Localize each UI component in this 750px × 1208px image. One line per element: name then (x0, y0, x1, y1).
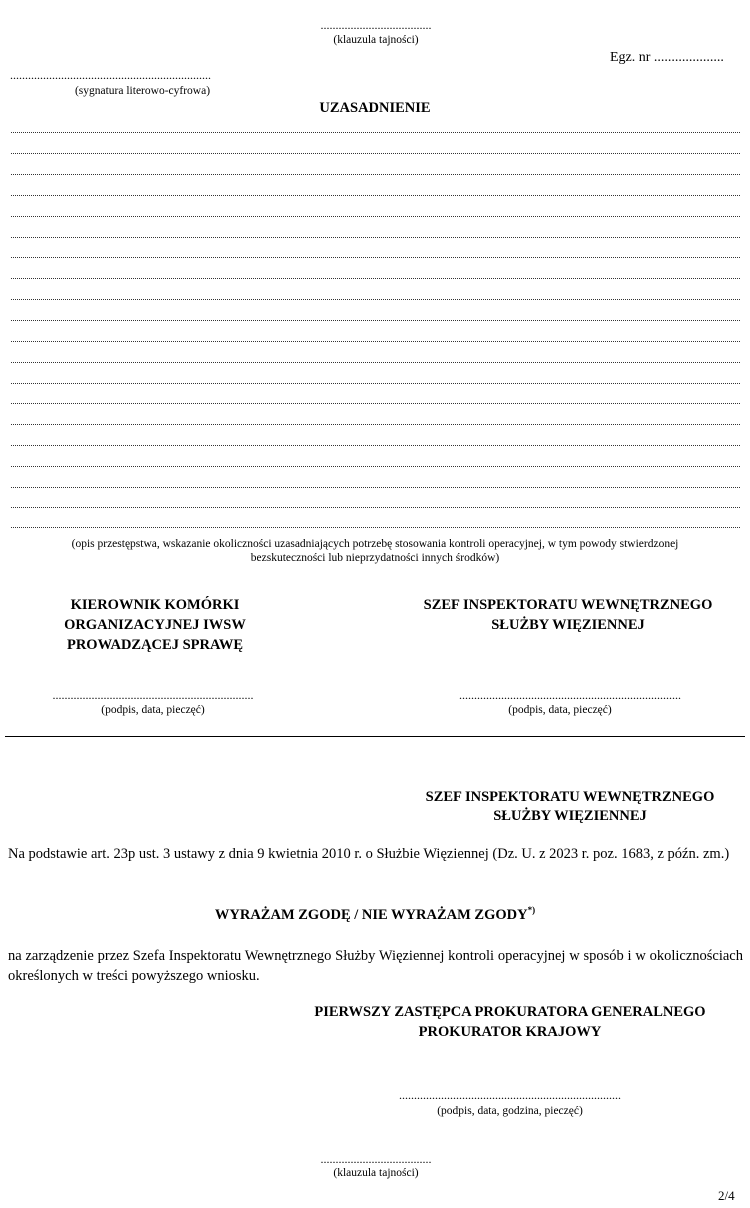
dotted-line (11, 466, 740, 467)
left-signatory-title (20, 595, 290, 655)
prosecutor-signature-label: (podpis, data, godzina, pieczęć) (437, 1105, 583, 1117)
consent-heading-text: WYRAŻAM ZGODĘ / NIE WYRAŻAM ZGODY (214, 906, 528, 923)
dotted-line (11, 237, 740, 238)
dotted-line (11, 278, 740, 279)
addressee (390, 788, 750, 826)
dotted-line (11, 216, 740, 217)
signature-code-label: (sygnatura literowo-cyfrowa) (74, 85, 211, 97)
dotted-line (11, 195, 740, 196)
dotted-line (11, 383, 740, 384)
dotted-line (11, 257, 740, 258)
top-clause-label: (klauzula tajności) (333, 34, 419, 46)
right-signature-label: (podpis, data, pieczęć) (508, 704, 612, 716)
dotted-line (11, 487, 740, 488)
dotted-line (11, 445, 740, 446)
bottom-clause-label: (klauzula tajności) (333, 1167, 419, 1179)
left-signature-dots: ................................................................... (52, 688, 254, 702)
prosecutor-title (290, 1002, 730, 1042)
dotted-line (11, 153, 740, 154)
dotted-line (11, 424, 740, 425)
consent-heading (0, 905, 750, 924)
prosecutor-title-line: PROKURATOR KRAJOWY (418, 1024, 602, 1040)
dotted-line (11, 362, 740, 363)
dotted-line (11, 174, 740, 175)
page-number: 2/4 (718, 1188, 735, 1203)
dotted-line (11, 132, 740, 133)
copy-number: Egz. nr .................... (610, 50, 724, 65)
legal-basis: Na podstawie art. 23p ust. 3 ustawy z dnia 9 kwietnia 2010 r. o Służbie Więziennej (Dz. U. z 2023 r. poz. 1683, z późn. zm.) (8, 846, 730, 862)
dotted-line (11, 507, 740, 508)
dotted-line (11, 403, 740, 404)
addressee-line: SŁUŻBY WIĘZIENNEJ (493, 808, 647, 824)
section-divider (5, 736, 745, 737)
right-signatory-title-line: SZEF INSPEKTORATU WEWNĘTRZNEGO (423, 597, 713, 613)
left-signatory-title-line: PROWADZĄCEJ SPRAWĘ (66, 637, 244, 653)
left-signatory-title-line: KIEROWNIK KOMÓRKI (70, 597, 240, 613)
top-clause-dots: ..................................... (320, 18, 432, 32)
addressee-line: SZEF INSPEKTORATU WEWNĘTRZNEGO (425, 789, 715, 805)
bottom-clause-dots: ..................................... (320, 1152, 432, 1166)
justification-hint: (opis przestępstwa, wskazanie okoliczności uzasadniających potrzebę stosowania kontroli operacyjnej, w tym powody stwierdzonej bezskuteczności lub nieprzydatności innych środków) (71, 538, 679, 564)
section-title: UZASADNIENIE (319, 100, 431, 116)
dotted-line (11, 299, 740, 300)
left-signatory-title-line: ORGANIZACYJNEJ IWSW (64, 617, 246, 633)
right-signature-dots: .......................................................................... (459, 688, 681, 702)
footnote-mark: *) (527, 905, 536, 915)
dotted-line (11, 527, 740, 528)
dotted-line (11, 341, 740, 342)
signature-code-dots: ................................................................... (10, 68, 211, 82)
left-signature-label: (podpis, data, pieczęć) (101, 704, 205, 716)
dotted-line (11, 320, 740, 321)
prosecutor-signature-dots: .......................................................................... (399, 1088, 621, 1102)
consent-text: na zarządzenie przez Szefa Inspektoratu Wewnętrznego Służby Więziennej kontroli operacyjnej w sposób i w okolicznościach określonych w treści powyższego wniosku. (8, 948, 743, 984)
prosecutor-title-line: PIERWSZY ZASTĘPCA PROKURATORA GENERALNEGO (314, 1004, 706, 1020)
right-signatory-title (388, 595, 748, 635)
right-signatory-title-line: SŁUŻBY WIĘZIENNEJ (491, 617, 645, 633)
